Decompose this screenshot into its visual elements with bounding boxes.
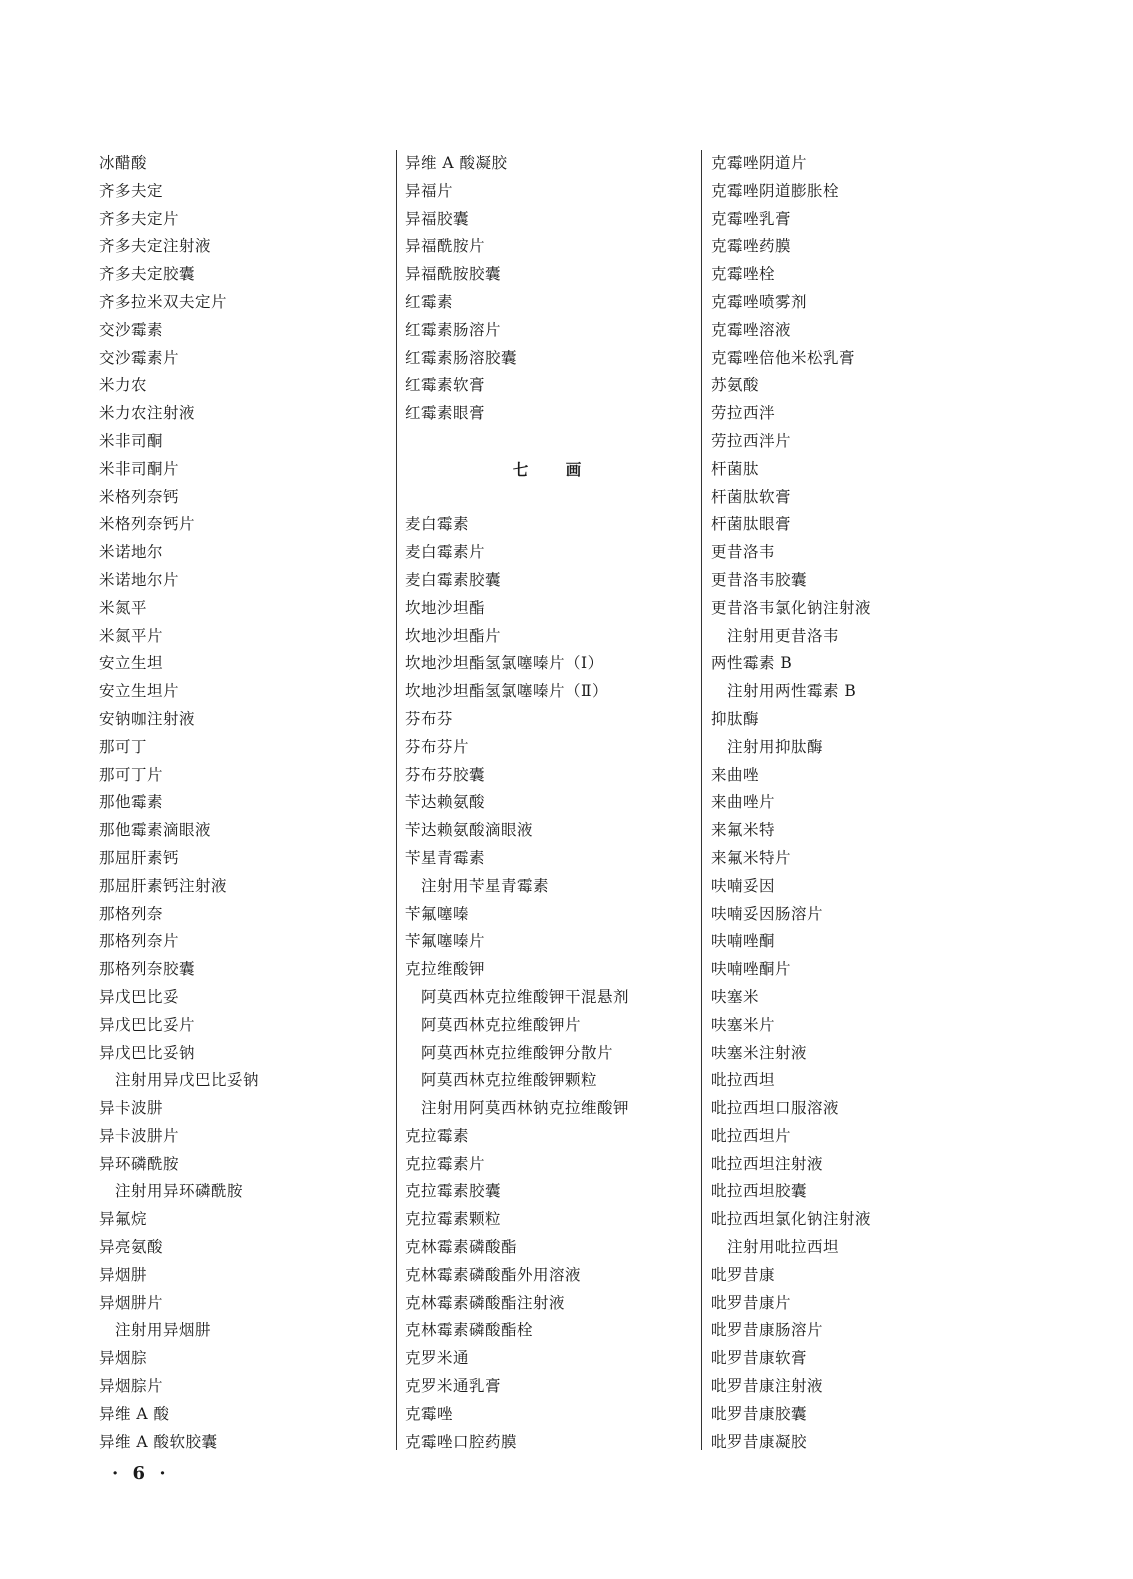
index-entry: 杆菌肽眼膏 <box>711 515 792 534</box>
index-entry: 克霉唑喷雾剂 <box>711 292 808 311</box>
index-entry: 苄氟噻嗪 <box>405 904 470 923</box>
index-entry: 坎地沙坦酯氢氯噻嗪片（Ⅱ） <box>405 682 609 701</box>
index-entry: 那他霉素滴眼液 <box>99 821 212 840</box>
section-heading: 七 画 <box>512 459 598 479</box>
index-entry: 苄氟噻嗪片 <box>405 932 486 951</box>
index-entry: 更昔洛韦 <box>711 543 776 562</box>
index-entry: 米非司酮 <box>99 431 164 450</box>
index-entry: 那格列奈片 <box>99 932 180 951</box>
index-entry: 来氟米特片 <box>711 848 792 867</box>
index-entry: 吡罗昔康胶囊 <box>711 1404 808 1423</box>
index-entry: 红霉素肠溶片 <box>405 320 502 339</box>
index-entry: 米诺地尔片 <box>99 570 180 589</box>
index-entry: 那屈肝素钙 <box>99 848 180 867</box>
index-entry: 吡罗昔康片 <box>711 1293 792 1312</box>
index-entry: 异维 A 酸凝胶 <box>405 154 508 172</box>
index-subentry: 注射用异戊巴比妥钠 <box>115 1071 260 1090</box>
index-entry: 米力农注射液 <box>99 404 196 423</box>
index-entry: 那格列奈胶囊 <box>99 960 196 979</box>
index-entry: 异戊巴比妥片 <box>99 1015 196 1034</box>
index-entry: 克罗米通乳膏 <box>405 1377 502 1396</box>
index-entry: 克拉霉素 <box>405 1126 470 1145</box>
index-entry: 异烟腙片 <box>99 1377 164 1396</box>
index-entry: 那他霉素 <box>99 793 164 812</box>
index-entry: 异烟肼 <box>99 1265 148 1284</box>
index-entry: 吡拉西坦注射液 <box>711 1154 824 1173</box>
index-entry: 劳拉西泮片 <box>711 431 792 450</box>
index-entry: 麦白霉素 <box>405 515 470 534</box>
index-entry: 红霉素 <box>405 292 454 311</box>
index-entry: 克拉霉素颗粒 <box>405 1210 502 1229</box>
index-entry: 苄星青霉素 <box>405 848 486 867</box>
index-entry: 米氮平片 <box>99 626 164 645</box>
index-subentry: 注射用阿莫西林钠克拉维酸钾 <box>421 1099 630 1118</box>
index-entry: 劳拉西泮 <box>711 404 776 423</box>
index-entry: 坎地沙坦酯 <box>405 598 486 617</box>
index-subentry: 阿莫西林克拉维酸钾干混悬剂 <box>421 987 630 1006</box>
index-entry: 红霉素肠溶胶囊 <box>405 348 518 367</box>
index-entry: 麦白霉素片 <box>405 543 486 562</box>
index-entry: 克霉唑溶液 <box>711 320 792 339</box>
index-subentry: 注射用吡拉西坦 <box>727 1238 840 1257</box>
index-entry: 米氮平 <box>99 598 148 617</box>
index-entry: 呋塞米 <box>711 987 760 1006</box>
index-entry: 克霉唑药膜 <box>711 237 792 256</box>
index-entry: 米诺地尔 <box>99 543 164 562</box>
index-entry: 克霉唑 <box>405 1404 454 1423</box>
index-entry: 坎地沙坦酯氢氯噻嗪片（Ⅰ） <box>405 654 604 673</box>
index-entry: 坎地沙坦酯片 <box>405 626 502 645</box>
index-entry: 异烟肼片 <box>99 1293 164 1312</box>
index-entry: 克林霉素磷酸酯外用溶液 <box>405 1265 582 1284</box>
index-entry: 齐多夫定注射液 <box>99 237 212 256</box>
index-column-1 <box>99 150 399 1456</box>
index-entry: 吡拉西坦片 <box>711 1126 792 1145</box>
index-entry: 安立生坦片 <box>99 682 180 701</box>
index-entry: 那屈肝素钙注射液 <box>99 876 228 895</box>
index-entry: 异戊巴比妥 <box>99 987 180 1006</box>
index-entry: 克霉唑栓 <box>711 265 776 284</box>
index-entry: 异维 A 酸软胶囊 <box>99 1432 218 1451</box>
index-entry: 异卡波肼 <box>99 1099 164 1118</box>
index-entry: 异亮氨酸 <box>99 1238 164 1257</box>
index-entry: 杆菌肽 <box>711 459 760 478</box>
index-entry: 吡罗昔康注射液 <box>711 1377 824 1396</box>
index-subentry: 阿莫西林克拉维酸钾颗粒 <box>421 1071 598 1090</box>
index-entry: 克林霉素磷酸酯栓 <box>405 1321 534 1340</box>
index-entry: 苄达赖氨酸滴眼液 <box>405 821 534 840</box>
index-entry: 更昔洛韦胶囊 <box>711 570 808 589</box>
index-subentry: 注射用两性霉素 B <box>727 682 857 701</box>
index-entry: 来曲唑片 <box>711 793 776 812</box>
index-entry: 克罗米通 <box>405 1349 470 1368</box>
index-entry: 交沙霉素片 <box>99 348 180 367</box>
index-entry: 米格列奈钙 <box>99 487 180 506</box>
index-entry: 安钠咖注射液 <box>99 709 196 728</box>
index-entry: 克拉霉素胶囊 <box>405 1182 502 1201</box>
index-entry: 吡罗昔康肠溶片 <box>711 1321 824 1340</box>
index-subentry: 注射用苄星青霉素 <box>421 876 550 895</box>
index-entry: 红霉素眼膏 <box>405 404 486 423</box>
index-entry: 异维 A 酸 <box>99 1404 170 1423</box>
index-entry: 红霉素软膏 <box>405 376 486 395</box>
index-entry: 吡罗昔康软膏 <box>711 1349 808 1368</box>
index-entry: 克霉唑乳膏 <box>711 209 792 228</box>
index-subentry: 注射用异烟肼 <box>115 1321 212 1340</box>
index-entry: 更昔洛韦氯化钠注射液 <box>711 598 872 617</box>
index-entry: 吡拉西坦氯化钠注射液 <box>711 1210 872 1229</box>
index-entry: 呋喃唑酮片 <box>711 960 792 979</box>
index-entry: 那可丁片 <box>99 765 164 784</box>
index-subentry: 注射用更昔洛韦 <box>727 626 840 645</box>
index-entry: 克霉唑阴道片 <box>711 154 808 172</box>
index-entry: 齐多夫定 <box>99 181 164 200</box>
index-entry: 异戊巴比妥钠 <box>99 1043 196 1062</box>
index-entry: 克拉维酸钾 <box>405 960 486 979</box>
index-entry: 克霉唑倍他米松乳膏 <box>711 348 856 367</box>
index-entry: 芬布芬 <box>405 709 454 728</box>
index-entry: 来氟米特 <box>711 821 776 840</box>
index-entry: 吡拉西坦 <box>711 1071 776 1090</box>
index-entry: 齐多夫定胶囊 <box>99 265 196 284</box>
index-entry: 吡罗昔康 <box>711 1265 776 1284</box>
index-entry: 呋喃妥因 <box>711 876 776 895</box>
index-entry: 克林霉素磷酸酯 <box>405 1238 518 1257</box>
index-entry: 克林霉素磷酸酯注射液 <box>405 1293 566 1312</box>
index-entry: 呋塞米注射液 <box>711 1043 808 1062</box>
spacer <box>405 484 705 512</box>
index-entry: 克霉唑阴道膨胀栓 <box>711 181 840 200</box>
index-entry: 异卡波肼片 <box>99 1126 180 1145</box>
index-entry: 吡拉西坦口服溶液 <box>711 1099 840 1118</box>
index-entry: 吡拉西坦胶囊 <box>711 1182 808 1201</box>
index-entry: 米力农 <box>99 376 148 395</box>
index-entry: 苏氨酸 <box>711 376 760 395</box>
index-entry: 异福胶囊 <box>405 209 470 228</box>
index-entry: 来曲唑 <box>711 765 760 784</box>
index-entry: 米格列奈钙片 <box>99 515 196 534</box>
index-entry: 那格列奈 <box>99 904 164 923</box>
index-entry: 米非司酮片 <box>99 459 180 478</box>
index-entry: 异福片 <box>405 181 454 200</box>
index-entry: 异环磷酰胺 <box>99 1154 180 1173</box>
index-entry: 克霉唑口腔药膜 <box>405 1432 518 1451</box>
index-entry: 吡罗昔康凝胶 <box>711 1432 808 1451</box>
index-entry: 那可丁 <box>99 737 148 756</box>
index-entry: 呋塞米片 <box>711 1015 776 1034</box>
index-entry: 交沙霉素 <box>99 320 164 339</box>
index-entry: 呋喃妥因肠溶片 <box>711 904 824 923</box>
spacer <box>405 428 705 456</box>
index-subentry: 注射用异环磷酰胺 <box>115 1182 244 1201</box>
index-column-3 <box>711 150 1011 1456</box>
index-entry: 冰醋酸 <box>99 154 148 172</box>
index-column-2 <box>405 150 705 1456</box>
index-subentry: 阿莫西林克拉维酸钾分散片 <box>421 1043 614 1062</box>
index-entry: 异福酰胺片 <box>405 237 486 256</box>
index-entry: 克拉霉素片 <box>405 1154 486 1173</box>
index-entry: 异福酰胺胶囊 <box>405 265 502 284</box>
index-entry: 杆菌肽软膏 <box>711 487 792 506</box>
index-entry: 麦白霉素胶囊 <box>405 570 502 589</box>
index-entry: 芬布芬片 <box>405 737 470 756</box>
index-entry: 呋喃唑酮 <box>711 932 776 951</box>
index-subentry: 注射用抑肽酶 <box>727 737 824 756</box>
index-entry: 安立生坦 <box>99 654 164 673</box>
index-entry: 齐多拉米双夫定片 <box>99 292 228 311</box>
index-entry: 芬布芬胶囊 <box>405 765 486 784</box>
index-entry: 抑肽酶 <box>711 709 760 728</box>
index-entry: 苄达赖氨酸 <box>405 793 486 812</box>
index-entry: 齐多夫定片 <box>99 209 180 228</box>
index-entry: 两性霉素 B <box>711 654 793 673</box>
index-subentry: 阿莫西林克拉维酸钾片 <box>421 1015 582 1034</box>
index-entry: 异氟烷 <box>99 1210 148 1229</box>
page-number: · 6 · <box>112 1463 170 1484</box>
index-entry: 异烟腙 <box>99 1349 148 1368</box>
